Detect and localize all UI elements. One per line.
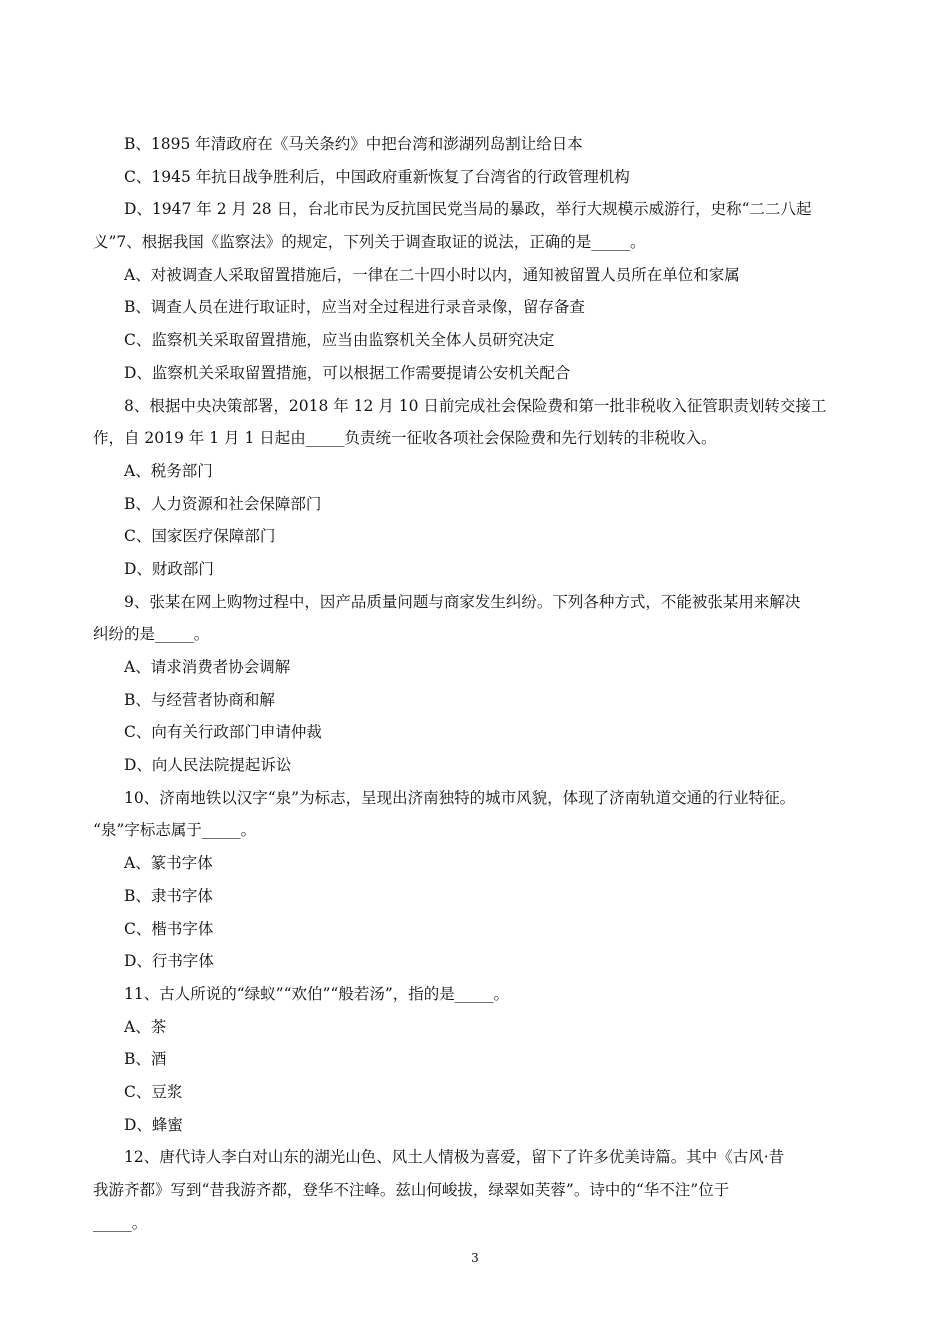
page-content	[93, 128, 863, 1239]
option-line: B、1895 年清政府在《马关条约》中把台湾和澎湖列岛割让给日本	[124, 135, 583, 153]
option-line: C、楷书字体	[124, 919, 214, 938]
question-line: 12、唐代诗人李白对山东的湖光山色、风土人情极为喜爱，留下了许多优美诗篇。其中《古风·昔	[124, 1148, 785, 1167]
option-line: D、监察机关采取留置措施，可以根据工作需要提请公安机关配合	[124, 363, 571, 382]
question-continuation-line: 我游齐都》写到“昔我游齐都，登华不注峰。兹山何峻拔，绿翠如芙蓉”。诗中的“华不注”位于	[93, 1181, 730, 1199]
option-line: D、财政部门	[124, 559, 214, 578]
option-line: C、豆浆	[124, 1082, 183, 1101]
question-line: 11、古人所说的“绿蚁”“欢伯”“般若汤”，指的是_____。	[124, 984, 510, 1003]
option-line: C、监察机关采取留置措施，应当由监察机关全体人员研究决定	[124, 331, 555, 350]
option-line: B、人力资源和社会保障部门	[124, 494, 322, 513]
option-line: D、1947 年 2 月 28 日，台北市民为反抗国民党当局的暴政，举行大规模示威游行，史称“二二八起	[124, 200, 812, 219]
option-line: D、行书字体	[124, 952, 214, 971]
option-line: B、与经营者协商和解	[124, 690, 275, 709]
option-line: C、1945 年抗日战争胜利后，中国政府重新恢复了台湾省的行政管理机构	[124, 167, 630, 186]
question-continuation-line: _____。	[93, 1213, 148, 1232]
option-line: C、国家医疗保障部门	[124, 527, 276, 546]
question-continuation-line: 纠纷的是_____。	[93, 625, 210, 644]
page-number: 3	[471, 1251, 479, 1265]
option-line: B、酒	[124, 1050, 167, 1069]
question-line: 9、张某在网上购物过程中，因产品质量问题与商家发生纠纷。下列各种方式，不能被张某用来解决	[124, 592, 801, 611]
option-line: B、调查人员在进行取证时，应当对全过程进行录音录像，留存备查	[124, 298, 585, 317]
option-line: C、向有关行政部门申请仲裁	[124, 723, 322, 742]
option-line: A、对被调查人采取留置措施后，一律在二十四小时以内，通知被留置人员所在单位和家属	[124, 265, 740, 284]
option-line: A、茶	[124, 1017, 167, 1036]
option-line: D、向人民法院提起诉讼	[124, 756, 292, 775]
question-line: 10、济南地铁以汉字“泉”为标志，呈现出济南独特的城市风貌，体现了济南轨道交通的行业特征。	[124, 788, 796, 807]
question-line: 8、根据中央决策部署，2018 年 12 月 10 日前完成社会保险费和第一批非税收入征管职责划转交接工	[124, 396, 827, 415]
question-continuation-line: “泉”字标志属于_____。	[93, 821, 257, 840]
option-line: A、请求消费者协会调解	[124, 658, 291, 676]
option-line: A、税务部门	[124, 461, 213, 480]
option-line: B、隶书字体	[124, 886, 213, 905]
option-line: D、蜂蜜	[124, 1115, 183, 1134]
question-continuation-line: 作，自 2019 年 1 月 1 日起由_____负责统一征收各项社会保险费和先行划转的非税收入。	[93, 429, 717, 448]
option-line: A、篆书字体	[124, 854, 213, 873]
question-line: 义”7、根据我国《监察法》的规定，下列关于调查取证的说法，正确的是_____。	[93, 233, 646, 252]
